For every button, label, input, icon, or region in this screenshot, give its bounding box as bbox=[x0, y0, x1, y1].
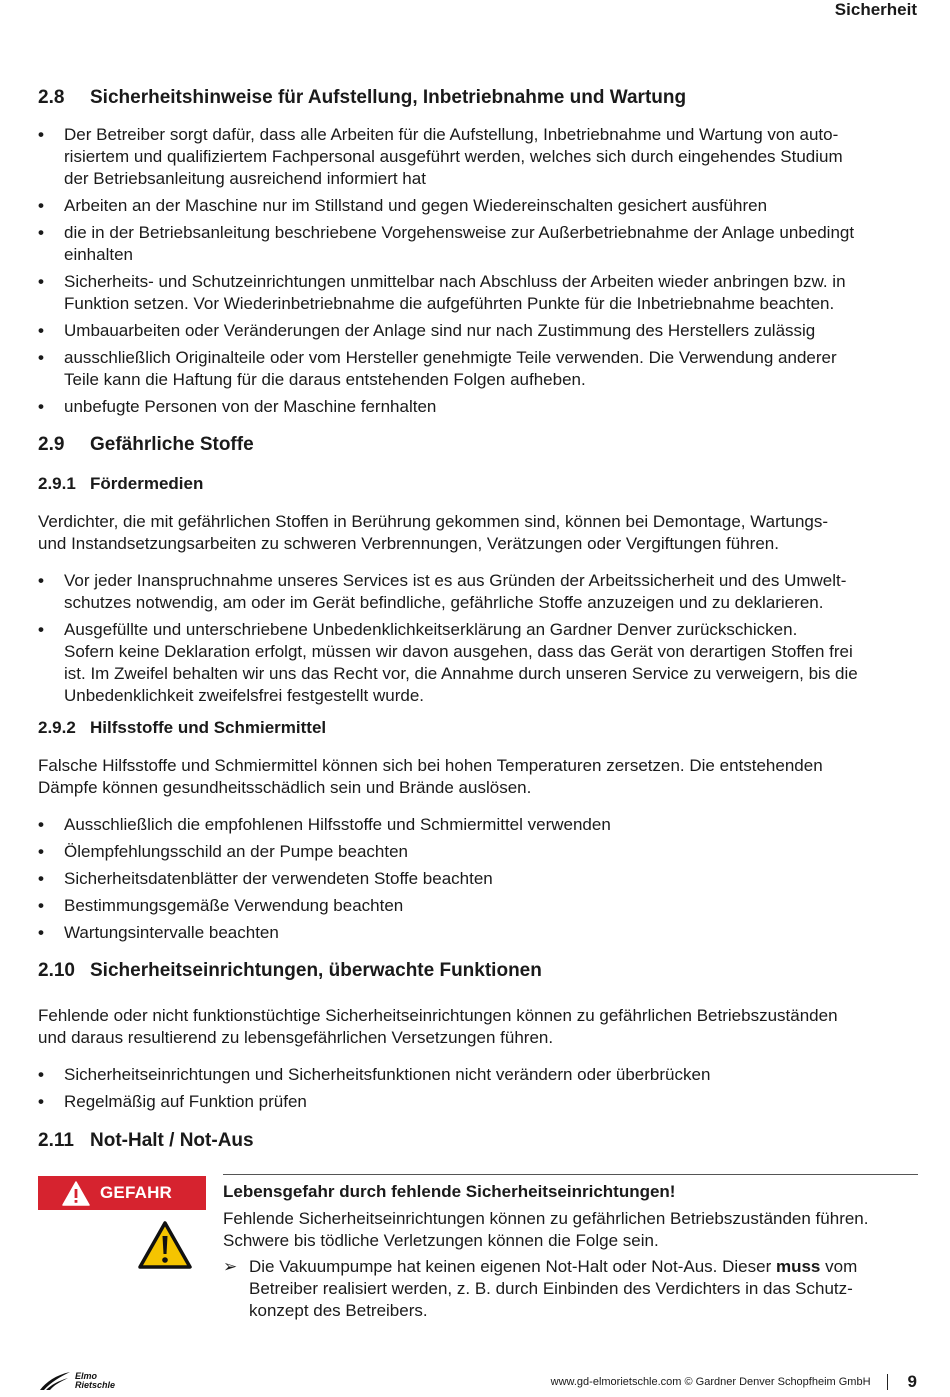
list-item bbox=[38, 814, 918, 836]
list-item-text: Sicherheits- und Schutzeinrichtungen unmittelbar nach Abschluss der Arbeiten wieder anbringen bzw. in Funktion setzen. Vor Wiederinbetriebnahme die aufgeführten Punkte für die Inbetriebnahme beachten. bbox=[64, 272, 846, 313]
list-item bbox=[38, 271, 918, 315]
bullet-icon: • bbox=[38, 223, 44, 242]
danger-message bbox=[223, 1181, 918, 1322]
list-item-text: Sicherheitsdatenblätter der verwendeten Stoffe beachten bbox=[64, 869, 493, 888]
list-item-text: Wartungsintervalle beachten bbox=[64, 923, 279, 942]
footer-separator bbox=[887, 1374, 888, 1390]
heading-title: Hilfsstoffe und Schmiermittel bbox=[90, 718, 327, 737]
instruction-text: vom Betreiber realisiert werden, z. B. durch Einbinden des Verdichters in das Schutz- konzept des Betreibers. bbox=[249, 1257, 858, 1320]
heading-title: Sicherheitseinrichtungen, überwachte Funktionen bbox=[90, 960, 542, 981]
list-item-text: Ölempfehlungsschild an der Pumpe beachten bbox=[64, 842, 408, 861]
list-item-text: ausschließlich Originalteile oder vom Hersteller genehmigte Teile verwenden. Die Verwendung anderer Teile kann die Haftung für die daraus entstehenden Folgen aufheben. bbox=[64, 348, 837, 389]
list-item-text: unbefugte Personen von der Maschine fernhalten bbox=[64, 397, 437, 416]
heading-2-9-2 bbox=[38, 718, 326, 738]
list-item bbox=[38, 195, 918, 217]
warning-triangle-icon bbox=[137, 1220, 193, 1270]
list-item bbox=[38, 868, 918, 890]
list-item bbox=[38, 347, 918, 391]
heading-title: Sicherheitshinweise für Aufstellung, Inbetriebnahme und Wartung bbox=[90, 87, 687, 108]
heading-2-9-1 bbox=[38, 474, 203, 494]
bullet-list-2-10 bbox=[38, 1064, 918, 1118]
bullet-icon: • bbox=[38, 571, 44, 590]
footer-url[interactable]: www.gd-elmorietschle.com © Gardner Denver Schopfheim GmbH bbox=[550, 1376, 871, 1388]
paragraph-2-10: Fehlende oder nicht funktionstüchtige Sicherheitseinrichtungen können zu gefährlichen Betriebszuständen und daraus resultierend zu lebensgefährlichen Versetzungen führen. bbox=[38, 1006, 838, 1047]
danger-divider bbox=[223, 1174, 918, 1175]
list-item bbox=[38, 570, 918, 614]
list-item-text: Ausschließlich die empfohlenen Hilfsstoffe und Schmiermittel verwenden bbox=[64, 815, 611, 834]
danger-instruction bbox=[223, 1256, 918, 1322]
list-item bbox=[38, 396, 918, 418]
instruction-emphasis: muss bbox=[775, 1257, 821, 1276]
bullet-list-2-9-1 bbox=[38, 570, 918, 712]
bullet-icon: • bbox=[38, 321, 44, 340]
danger-badge bbox=[38, 1176, 206, 1210]
list-item-text: die in der Betriebsanleitung beschriebene Vorgehensweise zur Außerbetriebnahme der Anlage unbedingt einhalten bbox=[64, 223, 855, 264]
page-number: 9 bbox=[907, 1372, 917, 1391]
page-footer bbox=[551, 1372, 917, 1392]
bullet-icon: • bbox=[38, 272, 44, 291]
list-item-text: Umbauarbeiten oder Veränderungen der Anlage sind nur nach Zustimmung des Herstellers zulässig bbox=[64, 321, 816, 340]
list-item bbox=[38, 619, 918, 707]
bullet-icon: • bbox=[38, 896, 44, 915]
bullet-icon: • bbox=[38, 869, 44, 888]
list-item-text: Der Betreiber sorgt dafür, dass alle Arbeiten für die Aufstellung, Inbetriebnahme und Wartung von auto- risiertem und qualifiziertem Fachpersonal ausgeführt werden, welches sich durch eingehendes Studium der Betriebsanleitung ausreichend informiert hat bbox=[64, 125, 843, 188]
elmo-rietschle-logo-icon bbox=[38, 1370, 72, 1392]
danger-badge-label: GEFAHR bbox=[100, 1183, 173, 1202]
bullet-icon: • bbox=[38, 1092, 44, 1111]
warning-sign bbox=[137, 1220, 193, 1275]
bullet-icon: • bbox=[38, 620, 44, 639]
logo-line-2: Rietschle bbox=[75, 1380, 116, 1390]
bullet-icon: • bbox=[38, 815, 44, 834]
heading-2-9 bbox=[38, 434, 254, 456]
list-item-text: Sicherheitseinrichtungen und Sicherheitsfunktionen nicht verändern oder überbrücken bbox=[64, 1065, 711, 1084]
company-logo bbox=[38, 1370, 115, 1392]
bullet-icon: • bbox=[38, 397, 44, 416]
heading-title: Not-Halt / Not-Aus bbox=[90, 1130, 254, 1151]
bullet-icon: • bbox=[38, 923, 44, 942]
list-item bbox=[38, 1091, 918, 1113]
list-item-text: Ausgefüllte und unterschriebene Unbedenklichkeitserklärung an Gardner Denver zurückschicken. Sofern keine Deklaration erfolgt, müssen wir davon ausgehen, dass das Gerät von derartigen Stoffen frei ist. Im Zweifel behalten wir uns das Recht vor, die Annahme durch unseren Service zu verweigern, bis die Unbedenklichkeit zweifelsfrei festgestellt wurde. bbox=[64, 620, 858, 705]
heading-number: 2.9.2 bbox=[38, 718, 76, 737]
logo-line-1: Elmo bbox=[75, 1371, 98, 1381]
list-item bbox=[38, 222, 918, 266]
bullet-icon: • bbox=[38, 348, 44, 367]
heading-2-10 bbox=[38, 960, 542, 982]
list-item bbox=[38, 320, 918, 342]
heading-2-11 bbox=[38, 1130, 254, 1152]
list-item bbox=[38, 124, 918, 190]
list-item bbox=[38, 895, 918, 917]
bullet-icon: • bbox=[38, 842, 44, 861]
list-item-text: Arbeiten an der Maschine nur im Stillstand und gegen Wiedereinschalten gesichert ausführen bbox=[64, 196, 768, 215]
running-header: Sicherheit bbox=[834, 0, 917, 19]
list-item bbox=[38, 1064, 918, 1086]
danger-title: Lebensgefahr durch fehlende Sicherheitseinrichtungen! bbox=[223, 1182, 676, 1201]
instruction-text: Die Vakuumpumpe hat keinen eigenen Not-Halt oder Not-Aus. Dieser bbox=[249, 1257, 776, 1276]
heading-number: 2.9.1 bbox=[38, 474, 76, 493]
heading-number: 2.10 bbox=[38, 960, 75, 981]
bullet-icon: • bbox=[38, 1065, 44, 1084]
bullet-icon: • bbox=[38, 125, 44, 144]
list-item bbox=[38, 922, 918, 944]
bullet-icon: • bbox=[38, 196, 44, 215]
list-item-text: Vor jeder Inanspruchnahme unseres Services ist es aus Gründen der Arbeitssicherheit und des Umwelt- schutzes notwendig, am oder im Gerät befindliche, gefährliche Stoffe anzuzeigen und zu deklarieren. bbox=[64, 571, 847, 612]
arrow-bullet-icon: ➢ bbox=[223, 1257, 238, 1276]
danger-text: Fehlende Sicherheitseinrichtungen können zu gefährlichen Betriebszuständen führen. Schwere bis tödliche Verletzungen können die Folge sein. bbox=[223, 1209, 869, 1250]
warning-triangle-icon bbox=[62, 1181, 90, 1206]
heading-number: 2.8 bbox=[38, 87, 65, 108]
paragraph-2-9-1: Verdichter, die mit gefährlichen Stoffen in Berührung gekommen sind, können bei Demontage, Wartungs- und Instandsetzungsarbeiten zu schweren Verbrennungen, Verätzungen oder Vergiftungen führen. bbox=[38, 512, 829, 553]
list-item bbox=[38, 841, 918, 863]
heading-title: Gefährliche Stoffe bbox=[90, 434, 254, 455]
heading-title: Fördermedien bbox=[90, 474, 204, 493]
heading-number: 2.11 bbox=[38, 1130, 74, 1151]
list-item-text: Bestimmungsgemäße Verwendung beachten bbox=[64, 896, 404, 915]
list-item-text: Regelmäßig auf Funktion prüfen bbox=[64, 1092, 307, 1111]
paragraph-2-9-2: Falsche Hilfsstoffe und Schmiermittel können sich bei hohen Temperaturen zersetzen. Die entstehenden Dämpfe können gesundheitsschädlich sein und Brände auslösen. bbox=[38, 756, 823, 797]
bullet-list-2-8 bbox=[38, 124, 918, 423]
bullet-list-2-9-2 bbox=[38, 814, 918, 949]
heading-2-8 bbox=[38, 87, 686, 109]
heading-number: 2.9 bbox=[38, 434, 65, 455]
